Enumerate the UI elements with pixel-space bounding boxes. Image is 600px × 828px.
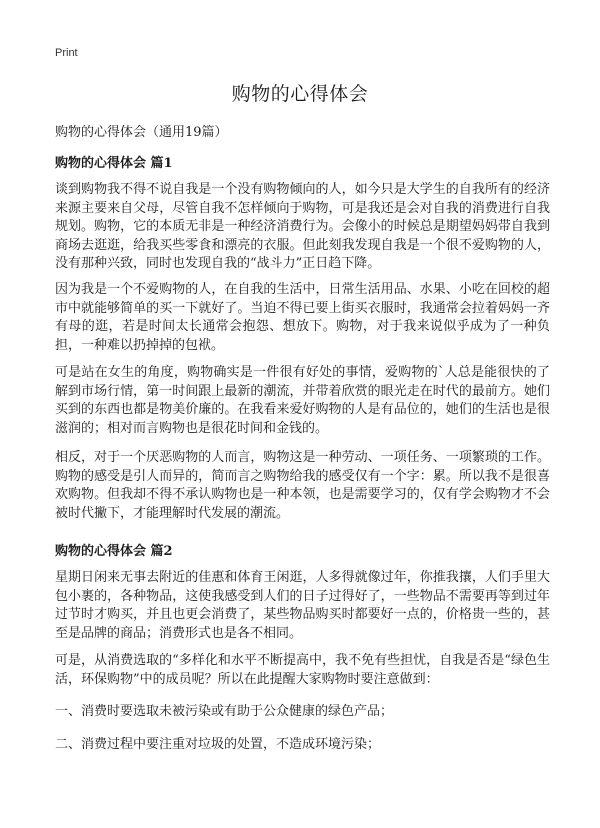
paragraph: 谈到购物我不得不说自我是一个没有购物倾向的人，如今只是大学生的自我所有的经济来源主要来自父母，尽管自我不怎样倾向于购物，可是我还是会对自我的消费进行自我规划。购物，它的本质无非是一种经济消费行为。会像小的时候总是期望妈妈带自我到商场去逛逛，给我买些零食和漂亮的衣服。但此刻我发现自我是一个很不爱购物的人，没有那种兴致，同时也发现自我的“战斗力”正日趋下降。: [55, 182, 550, 271]
paragraph: 相反，对于一个厌恶购物的人而言，购物这是一种劳动、一项任务、一项繁琐的工作。购物的感受是引人而异的，简而言之购物给我的感受仅有一个字：累。所以我不是很喜欢购物。但我却不得不承认购物也是一种本领，也是需要学习的，仅有学会购物才不会被时代撇下，才能理解时代发展的潮流。: [55, 450, 550, 521]
paragraph: 可是站在女生的角度，购物确实是一件很有好处的事情，爱购物的`人总是能很快的了解到市场行情，第一时间跟上最新的潮流，并带着欣赏的眼光走在时代的最前方。她们买到的东西也都是物美价廉的。在我看来爱好购物的人是有品位的，她们的生活也是很滋润的；相对而言购物也是很花时间和金钱的。: [55, 365, 550, 436]
paragraph: 可是，从消费选取的“多样化和水平不断提高中，我不免有些担忧，自我是否是“绿色生活，环保购物”中的成员呢？所以在此提醒大家购物时要注意做到：: [55, 653, 550, 687]
paragraph: 二、消费过程中要注重对垃圾的处置，不造成环境污染；: [55, 737, 381, 752]
paragraph: 星期日闲来无事去附近的佳惠和体育王闲逛，人多得就像过年，你推我攘，人们手里大包小裹的，各种物品，这使我感受到人们的日子过得好了，一些物品不需要再等到过年过节时才购买，并且也更会消费了，某些物品购买时都要好一点的，价格贵一些的，甚至是品牌的商品；消费形式也是各不相同。: [55, 570, 550, 641]
document-subtitle: 购物的心得体会（通用19篇）: [55, 125, 228, 140]
paragraph: 因为我是一个不爱购物的人，在自我的生活中，日常生活用品、水果、小吃在回校的超市中就能够简单的买一下就好了。当迫不得已要上街买衣服时，我通常会拉着妈妈一齐有母的逛，若是时间太长通常会抱怨、想放下。购物，对于我来说似乎成为了一种负担，一种难以扔掉掉的包袱。: [55, 282, 550, 353]
section-heading-2: 购物的心得体会 篇2: [55, 544, 173, 559]
print-link[interactable]: Print: [55, 47, 78, 59]
document-title: 购物的心得体会: [231, 83, 369, 105]
paragraph: 一、消费时要选取未被污染或有助于公众健康的绿色产品；: [55, 704, 394, 719]
section-heading-1: 购物的心得体会 篇1: [55, 156, 173, 171]
